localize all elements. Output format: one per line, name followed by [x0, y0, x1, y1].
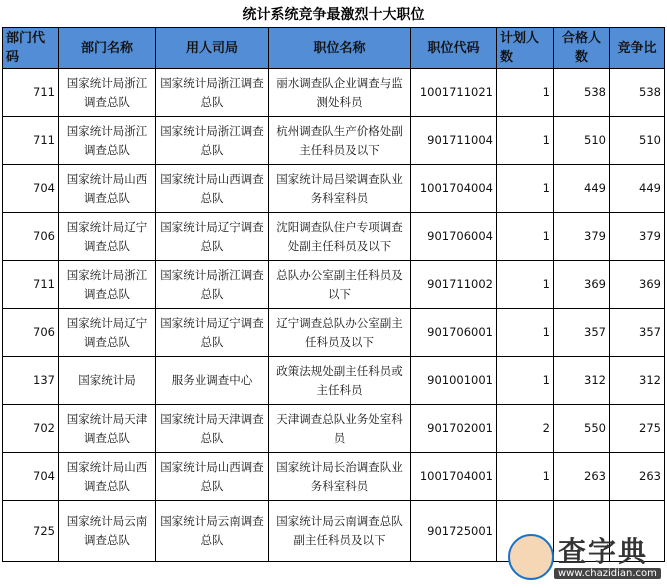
- dept-code-cell: 711: [3, 69, 59, 117]
- dept-code-cell: 725: [3, 501, 59, 562]
- qualified-count-cell: 357: [554, 309, 610, 357]
- dept-name-cell: 国家统计局天津调查总队: [59, 405, 156, 453]
- column-header: 用人司局: [156, 28, 269, 69]
- position-code-cell: 901711002: [411, 261, 497, 309]
- table-row: [3, 357, 665, 405]
- column-header: 职位名称: [269, 28, 411, 69]
- planned-count-cell: 1: [497, 453, 554, 501]
- position-name-cell: 国家统计局云南调查总队副主任科员及以下: [269, 501, 411, 562]
- bureau-cell: 国家统计局辽宁调查总队: [156, 309, 269, 357]
- position-name-cell: 总队办公室副主任科员及以下: [269, 261, 411, 309]
- planned-count-cell: 1: [497, 117, 554, 165]
- planned-count-cell: 2: [497, 405, 554, 453]
- competition-ratio-cell: 357: [610, 309, 665, 357]
- dept-code-cell: 704: [3, 165, 59, 213]
- position-code-cell: 901725001: [411, 501, 497, 562]
- mascot-icon: [508, 534, 554, 580]
- qualified-count-cell: 449: [554, 165, 610, 213]
- bureau-cell: 国家统计局云南调查总队: [156, 501, 269, 562]
- bureau-cell: 国家统计局天津调查总队: [156, 405, 269, 453]
- qualified-count-cell: 538: [554, 69, 610, 117]
- bureau-cell: 国家统计局浙江调查总队: [156, 117, 269, 165]
- dept-code-cell: 137: [3, 357, 59, 405]
- table-row: [3, 405, 665, 453]
- dept-name-cell: 国家统计局云南调查总队: [59, 501, 156, 562]
- planned-count-cell: 1: [497, 165, 554, 213]
- column-header: 部门名称: [59, 28, 156, 69]
- competition-ratio-cell: 510: [610, 117, 665, 165]
- dept-name-cell: 国家统计局浙江调查总队: [59, 69, 156, 117]
- table-row: [3, 261, 665, 309]
- column-header: 竞争比: [610, 28, 665, 69]
- column-header: 合格人数: [554, 28, 610, 69]
- position-code-cell: 901702001: [411, 405, 497, 453]
- dept-code-cell: 706: [3, 309, 59, 357]
- dept-name-cell: 国家统计局辽宁调查总队: [59, 213, 156, 261]
- table-row: [3, 309, 665, 357]
- table-row: [3, 213, 665, 261]
- position-name-cell: 国家统计局吕梁调查队业务科室科员: [269, 165, 411, 213]
- competition-ratio-cell: 538: [610, 69, 665, 117]
- table-row: [3, 453, 665, 501]
- qualified-count-cell: 510: [554, 117, 610, 165]
- position-name-cell: 天津调查总队业务处室科员: [269, 405, 411, 453]
- watermark-brand: 查字典: [558, 535, 649, 568]
- planned-count-cell: 1: [497, 309, 554, 357]
- bureau-cell: 国家统计局山西调查总队: [156, 453, 269, 501]
- planned-count-cell: 1: [497, 261, 554, 309]
- dept-code-cell: 711: [3, 117, 59, 165]
- position-name-cell: 丽水调查队企业调查与监测处科员: [269, 69, 411, 117]
- position-name-cell: 辽宁调查总队办公室副主任科员及以下: [269, 309, 411, 357]
- position-name-cell: 国家统计局长治调查队业务科室科员: [269, 453, 411, 501]
- bureau-cell: 国家统计局山西调查总队: [156, 165, 269, 213]
- position-code-cell: 901001001: [411, 357, 497, 405]
- bureau-cell: 服务业调查中心: [156, 357, 269, 405]
- qualified-count-cell: 312: [554, 357, 610, 405]
- bureau-cell: 国家统计局浙江调查总队: [156, 261, 269, 309]
- bureau-cell: 国家统计局浙江调查总队: [156, 69, 269, 117]
- qualified-count-cell: 379: [554, 213, 610, 261]
- watermark-url: www.chazidian.com: [554, 568, 661, 579]
- dept-name-cell: 国家统计局: [59, 357, 156, 405]
- position-code-cell: 901706004: [411, 213, 497, 261]
- qualified-count-cell: 550: [554, 405, 610, 453]
- dept-code-cell: 706: [3, 213, 59, 261]
- competition-ratio-cell: 263: [610, 453, 665, 501]
- table-row: [3, 69, 665, 117]
- planned-count-cell: 1: [497, 69, 554, 117]
- column-header: 计划人数: [497, 28, 554, 69]
- position-name-cell: 政策法规处副主任科员或主任科员: [269, 357, 411, 405]
- table-row: [3, 117, 665, 165]
- qualified-count-cell: 369: [554, 261, 610, 309]
- competition-ratio-cell: 312: [610, 357, 665, 405]
- dept-code-cell: 702: [3, 405, 59, 453]
- dept-name-cell: 国家统计局山西调查总队: [59, 165, 156, 213]
- dept-name-cell: 国家统计局山西调查总队: [59, 453, 156, 501]
- competition-ratio-cell: 379: [610, 213, 665, 261]
- position-name-cell: 杭州调查队生产价格处副主任科员及以下: [269, 117, 411, 165]
- competition-ratio-cell: 449: [610, 165, 665, 213]
- dept-code-cell: 704: [3, 453, 59, 501]
- positions-table: [2, 27, 665, 562]
- planned-count-cell: 1: [497, 213, 554, 261]
- dept-name-cell: 国家统计局辽宁调查总队: [59, 309, 156, 357]
- header-row: [3, 28, 665, 69]
- competition-ratio-cell: 275: [610, 405, 665, 453]
- dept-name-cell: 国家统计局浙江调查总队: [59, 261, 156, 309]
- qualified-count-cell: 263: [554, 453, 610, 501]
- bureau-cell: 国家统计局辽宁调查总队: [156, 213, 269, 261]
- dept-name-cell: 国家统计局浙江调查总队: [59, 117, 156, 165]
- watermark-logo: [508, 530, 663, 586]
- column-header: 部门代码: [3, 28, 59, 69]
- position-code-cell: 1001704004: [411, 165, 497, 213]
- planned-count-cell: 1: [497, 357, 554, 405]
- table-row: [3, 165, 665, 213]
- page-title: 统计系统竞争最激烈十大职位: [242, 7, 425, 23]
- position-code-cell: 901711004: [411, 117, 497, 165]
- competition-ratio-cell: 369: [610, 261, 665, 309]
- dept-code-cell: 711: [3, 261, 59, 309]
- position-name-cell: 沈阳调查队住户专项调查处副主任科员及以下: [269, 213, 411, 261]
- position-code-cell: 1001711021: [411, 69, 497, 117]
- column-header: 职位代码: [411, 28, 497, 69]
- position-code-cell: 1001704001: [411, 453, 497, 501]
- position-code-cell: 901706001: [411, 309, 497, 357]
